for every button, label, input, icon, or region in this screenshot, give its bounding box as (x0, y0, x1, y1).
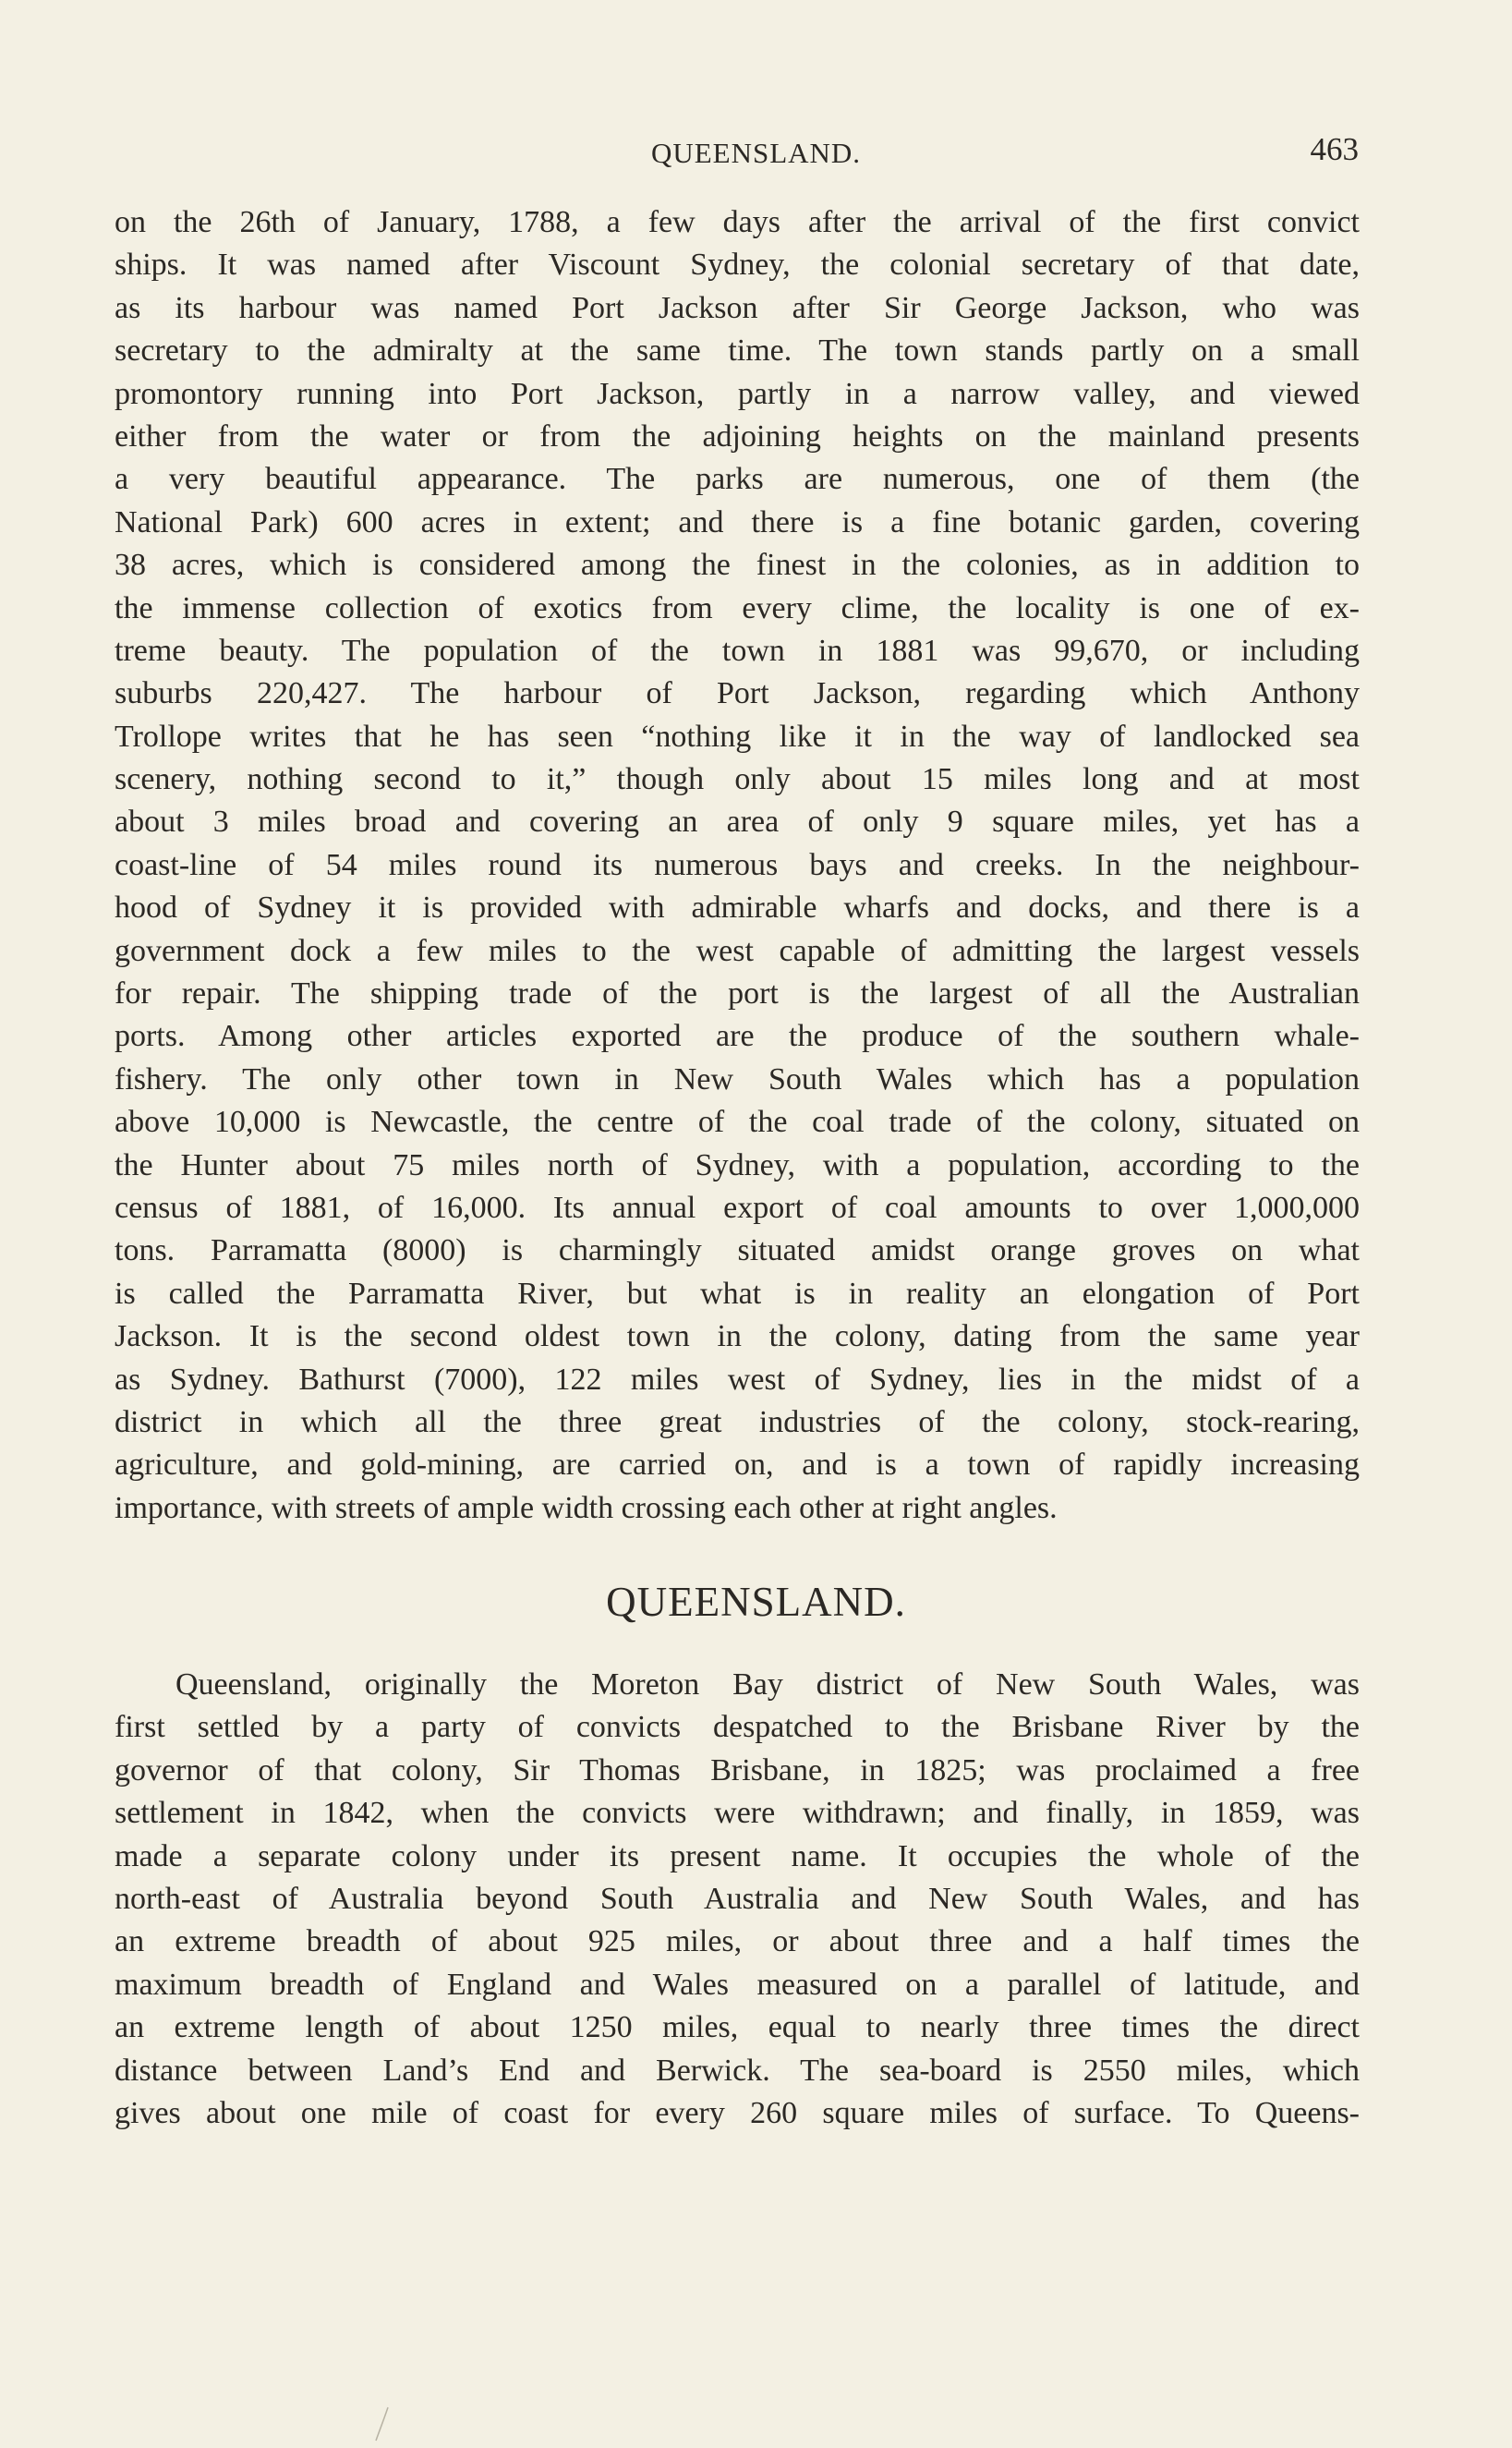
text-line: ports. Among other articles exported are the produce of the southern whale- (115, 1019, 1360, 1054)
text-line: made a separate colony under its present name. It occupies the whole of the (115, 1838, 1360, 1873)
text-line: tons. Parramatta (8000) is charmingly situated amidst orange groves on what (115, 1233, 1360, 1268)
text-line: district in which all the three great industries of the colony, stock-rearing, (115, 1404, 1360, 1439)
text-line: as its harbour was named Port Jackson after Sir George Jackson, who was (115, 290, 1360, 325)
text-line: distance between Land’s End and Berwick. The sea-board is 2550 miles, which (115, 2053, 1360, 2088)
text-line: agriculture, and gold-mining, are carried on, and is a town of rapidly increasing (115, 1448, 1360, 1483)
text-line: maximum breadth of England and Wales measured on a parallel of latitude, and (115, 1967, 1360, 2002)
text-line: on the 26th of January, 1788, a few days after the arrival of the first convict (115, 205, 1360, 239)
text-line: government dock a few miles to the west capable of admitting the largest vessels (115, 933, 1360, 968)
text-line: census of 1881, of 16,000. Its annual export of coal amounts to over 1,000,000 (115, 1190, 1360, 1225)
text-line: the Hunter about 75 miles north of Sydney, with a population, according to the (115, 1147, 1360, 1182)
text-line: fishery. The only other town in New South Wales which has a population (115, 1061, 1360, 1097)
text-line: first settled by a party of convicts despatched to the Brisbane River by the (115, 1710, 1360, 1745)
text-line: about 3 miles broad and covering an area of only 9 square miles, yet has a (115, 805, 1360, 840)
paragraph-sydney (115, 201, 1360, 1530)
text-line: as Sydney. Bathurst (7000), 122 miles west of Sydney, lies in the midst of a (115, 1362, 1360, 1397)
text-line: Trollope writes that he has seen “nothing like it in the way of landlocked sea (115, 719, 1360, 754)
text-line: an extreme breadth of about 925 miles, or about three and a half times the (115, 1924, 1360, 1959)
text-line: above 10,000 is Newcastle, the centre of the coal trade of the colony, situated on (115, 1105, 1360, 1140)
text-line: hood of Sydney it is provided with admirable wharfs and docks, and there is a (115, 891, 1360, 926)
text-line: either from the water or from the adjoining heights on the mainland presents (115, 418, 1360, 454)
pencil-mark (373, 2406, 392, 2442)
text-line: gives about one mile of coast for every 260 square miles of surface. To Queens- (115, 2095, 1360, 2130)
text-line: National Park) 600 acres in extent; and there is a fine botanic garden, covering (115, 504, 1360, 539)
text-line: importance, with streets of ample width crossing each other at right angles. (115, 1490, 1058, 1525)
text-line: secretary to the admiralty at the same time. The town stands partly on a small (115, 333, 1360, 369)
text-line: 38 acres, which is considered among the finest in the colonies, as in addition to (115, 548, 1360, 583)
text-line: treme beauty. The population of the town in 1881 was 99,670, or including (115, 633, 1360, 668)
text-line: is called the Parramatta River, but what is in reality an elongation of Port (115, 1276, 1360, 1311)
text-line: promontory running into Port Jackson, partly in a narrow valley, and viewed (115, 376, 1360, 411)
section-heading: QUEENSLAND. (606, 1579, 906, 1625)
page-number: 463 (1310, 131, 1359, 167)
paragraph-queensland (115, 1664, 1360, 2135)
text-line: scenery, nothing second to it,” though only about 15 miles long and at most (115, 762, 1360, 797)
text-line: the immense collection of exotics from every clime, the locality is one of ex- (115, 590, 1360, 625)
text-line: for repair. The shipping trade of the port is the largest of all the Australian (115, 976, 1360, 1012)
text-line: Queensland, originally the Moreton Bay district of New South Wales, was (175, 1667, 1360, 1702)
text-line: governor of that colony, Sir Thomas Brisbane, in 1825; was proclaimed a free (115, 1752, 1360, 1788)
text-line: settlement in 1842, when the convicts were withdrawn; and finally, in 1859, was (115, 1796, 1360, 1831)
text-line: Jackson. It is the second oldest town in the colony, dating from the same year (115, 1319, 1360, 1354)
text-line: a very beautiful appearance. The parks are numerous, one of them (the (115, 462, 1360, 497)
text-line: north-east of Australia beyond South Australia and New South Wales, and has (115, 1881, 1360, 1916)
text-line: coast-line of 54 miles round its numerous bays and creeks. In the neighbour- (115, 847, 1360, 882)
text-line: ships. It was named after Viscount Sydney, the colonial secretary of that date, (115, 248, 1360, 283)
running-head (0, 131, 1512, 177)
running-title: QUEENSLAND. (650, 137, 862, 169)
text-line: suburbs 220,427. The harbour of Port Jackson, regarding which Anthony (115, 676, 1360, 711)
text-line: an extreme length of about 1250 miles, equal to nearly three times the direct (115, 2010, 1360, 2045)
